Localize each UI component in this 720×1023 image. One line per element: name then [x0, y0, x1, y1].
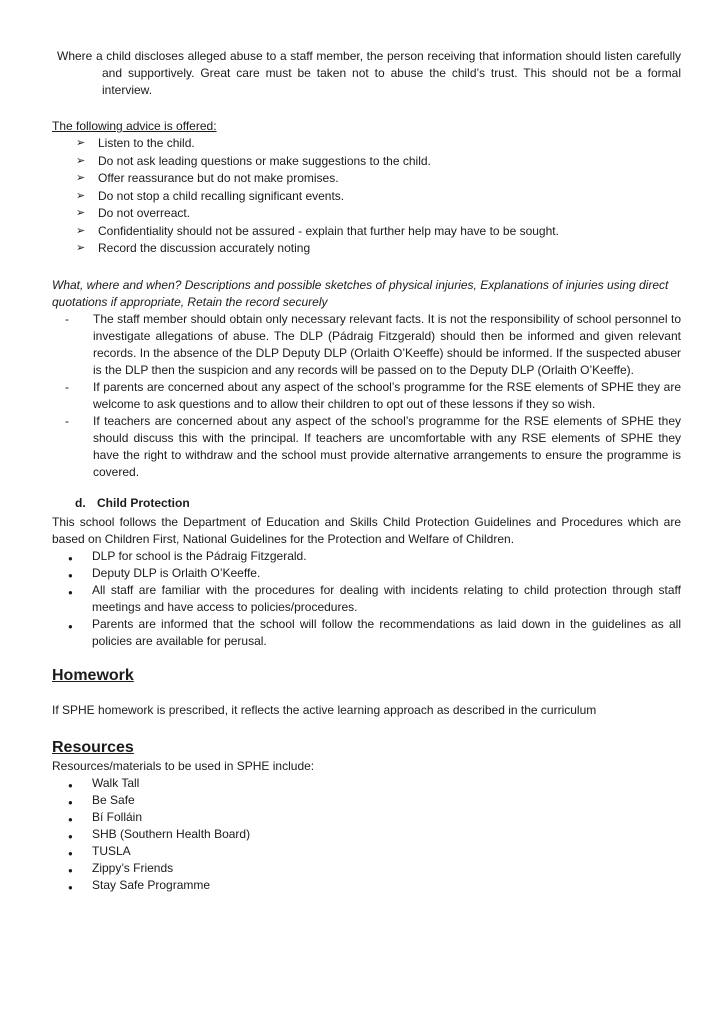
list-item: [52, 582, 681, 616]
dot-bullet-icon: ●: [68, 849, 73, 858]
heading-title: Child Protection: [97, 496, 190, 510]
dot-bullet-icon: ●: [68, 588, 73, 597]
list-item-text: Stay Safe Programme: [92, 878, 211, 892]
list-item: [52, 843, 681, 860]
list-item: [52, 170, 681, 187]
dot-bullet-icon: ●: [68, 883, 73, 892]
heading-label: d.: [75, 496, 86, 510]
arrow-bullet-icon: ➢: [76, 154, 86, 167]
dash-bullet-icon: -: [65, 312, 69, 326]
list-item: [52, 860, 681, 877]
dot-bullet-icon: ●: [68, 832, 73, 841]
dot-bullet-icon: ●: [68, 571, 73, 580]
child-protection-list: [52, 548, 681, 650]
child-protection-body: This school follows the Department of Education and Skills Child Protection Guidelines and Procedures which are based on Children First, National Guidelines for the Protection and Welfare of Children.: [52, 515, 681, 546]
list-item-text: If parents are concerned about any aspect of the school’s programme for the RSE elements of SPHE they are welcome to ask questions and to allow their children to opt out of these lessons if they so wish.: [93, 380, 681, 411]
list-item: [52, 616, 681, 650]
homework-body: If SPHE homework is prescribed, it reflects the active learning approach as described in the curriculum: [52, 703, 597, 717]
list-item-text: Be Safe: [92, 793, 135, 807]
list-item-text: The staff member should obtain only necessary relevant facts. It is not the responsibility of school personnel to investigate allegations of abuse. The DLP (Pádraig Fitzgerald) should then be informed and given relevant records. In the absence of the DLP Deputy DLP (Orlaith O’Keeffe) should be informed. If the suspected abuser is the DLP then the suspicion and any records will be passed on to the Deputy DLP (Orlaith O’Keeffe).: [93, 312, 681, 377]
list-item: [52, 775, 681, 792]
arrow-bullet-icon: ➢: [76, 207, 86, 219]
list-item: [52, 809, 681, 826]
list-item-text: Do not overreact.: [98, 206, 191, 220]
recording-note: What, where and when? Descriptions and possible sketches of physical injuries, Explanations of injuries using direct quotations if appropriate, Retain the record securely: [52, 278, 669, 309]
list-item-text: Walk Tall: [92, 776, 140, 790]
advice-heading: The following advice is offered:: [52, 119, 217, 133]
homework-heading: Homework: [52, 667, 134, 684]
advice-list: [52, 135, 681, 257]
list-item-text: All staff are familiar with the procedures for dealing with incidents relating to child protection through staff meetings and have access to policies/procedures.: [92, 583, 681, 614]
list-item-text: Bí Folláin: [92, 810, 143, 824]
resources-intro: Resources/materials to be used in SPHE include:: [52, 759, 315, 773]
list-item-text: Offer reassurance but do not make promises.: [98, 171, 339, 185]
dot-bullet-icon: ●: [68, 554, 73, 563]
list-item-text: Confidentiality should not be assured - explain that further help may have to be sought.: [98, 223, 559, 238]
list-item: [52, 135, 681, 152]
list-item-text: Deputy DLP is Orlaith O’Keeffe.: [92, 566, 261, 580]
list-item-text: Parents are informed that the school will follow the recommendations as laid down in the guidelines as all policies are available for perusal.: [92, 617, 681, 648]
dot-bullet-icon: ●: [68, 622, 73, 631]
dot-bullet-icon: ●: [68, 798, 73, 807]
dot-bullet-icon: ●: [68, 781, 73, 790]
list-item: [52, 205, 681, 222]
resources-heading: Resources: [52, 739, 134, 756]
list-item: [52, 413, 681, 481]
child-protection-heading: [52, 495, 681, 512]
list-item: [52, 223, 681, 240]
list-item: [52, 379, 681, 413]
list-item: [52, 240, 681, 257]
arrow-bullet-icon: ➢: [76, 224, 86, 237]
dash-bullet-icon: -: [65, 414, 69, 428]
arrow-bullet-icon: ➢: [76, 242, 86, 254]
dash-bullet-icon: -: [65, 380, 69, 394]
list-item: [52, 153, 681, 170]
resources-list: [52, 775, 681, 894]
list-item-text: SHB (Southern Health Board): [92, 827, 251, 841]
dot-bullet-icon: ●: [68, 866, 73, 875]
list-item: [52, 311, 681, 379]
list-item: [52, 188, 681, 205]
arrow-bullet-icon: ➢: [76, 137, 86, 149]
list-item-text: DLP for school is the Pádraig Fitzgerald.: [92, 549, 307, 563]
list-item-text: TUSLA: [92, 844, 131, 858]
list-item-text: Record the discussion accurately noting: [98, 241, 311, 255]
dot-bullet-icon: ●: [68, 815, 73, 824]
list-item: [52, 565, 681, 582]
list-item: [52, 792, 681, 809]
list-item: [52, 548, 681, 565]
list-item: [52, 826, 681, 843]
list-item-text: Do not ask leading questions or make suggestions to the child.: [98, 153, 431, 168]
list-item-text: Do not stop a child recalling significant events.: [98, 188, 345, 203]
list-item: [52, 877, 681, 894]
arrow-bullet-icon: ➢: [76, 172, 86, 184]
list-item-text: Listen to the child.: [98, 136, 195, 150]
list-item-text: Zippy’s Friends: [92, 861, 174, 875]
arrow-bullet-icon: ➢: [76, 189, 86, 202]
list-item-text: If teachers are concerned about any aspect of the school’s programme for the RSE elements of SPHE they should discuss this with the principal. If teachers are uncomfortable with any RSE elements of SPHE they have the right to withdraw and the school must provide alternative arrangements to ensure the programme is covered.: [93, 414, 681, 479]
intro-paragraph: Where a child discloses alleged abuse to a staff member, the person receiving that information should listen carefully and supportively. Great care must be taken not to abuse the child’s trust. This should not be a formal interview.: [57, 49, 681, 97]
procedures-list: [52, 311, 681, 481]
